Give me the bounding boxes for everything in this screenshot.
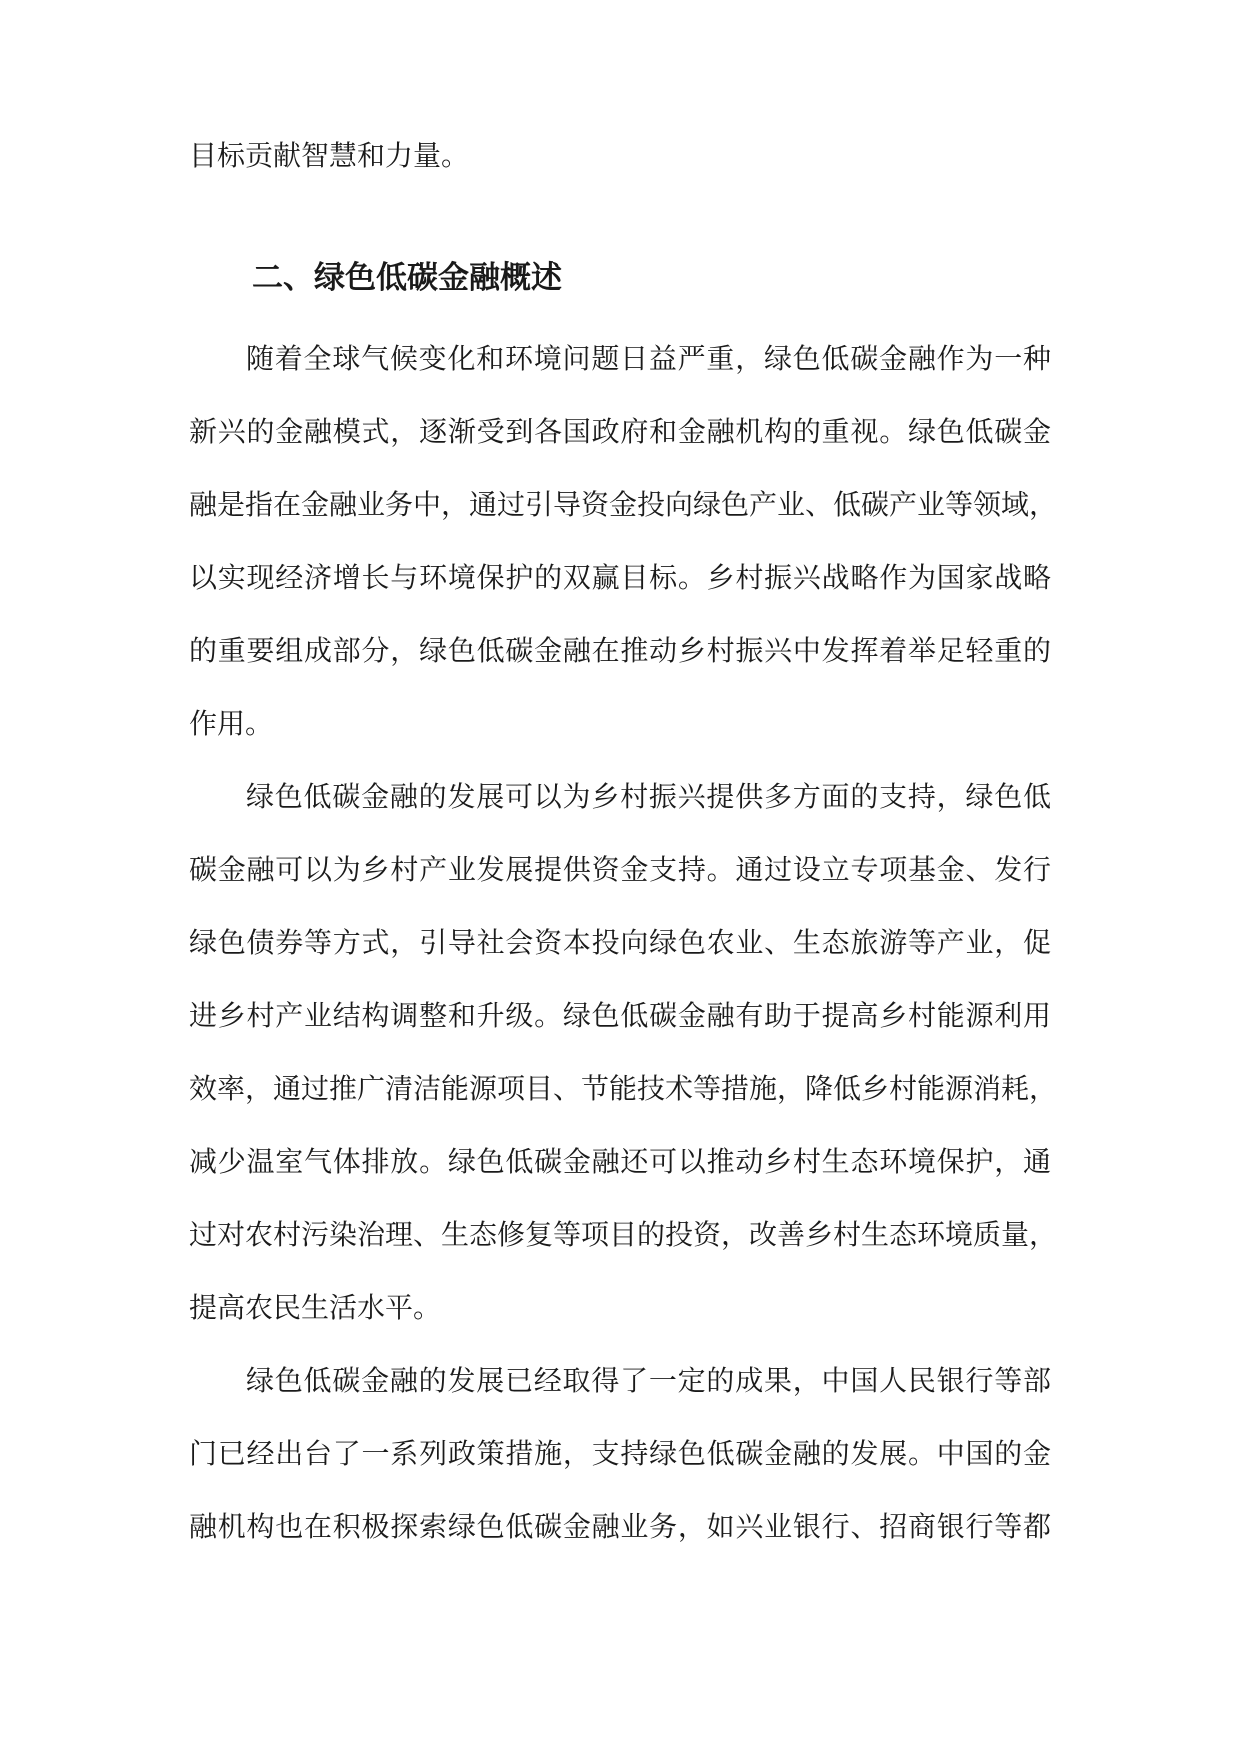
section-heading: 二、绿色低碳金融概述	[252, 260, 562, 296]
paragraph-line: 减少温室气体排放。绿色低碳金融还可以推动乡村生态环境保护，通	[189, 1145, 1051, 1178]
paragraph-line: 提高农民生活水平。	[189, 1291, 442, 1324]
paragraph-line: 融机构也在积极探索绿色低碳金融业务，如兴业银行、招商银行等都	[189, 1510, 1051, 1543]
paragraph-line: 作用。	[189, 707, 274, 740]
continuation-line: 目标贡献智慧和力量。	[189, 139, 470, 172]
paragraph-line: 随着全球气候变化和环境问题日益严重，绿色低碳金融作为一种	[246, 342, 1051, 375]
paragraph-line: 绿色低碳金融的发展可以为乡村振兴提供多方面的支持，绿色低	[246, 780, 1051, 813]
paragraph-line: 进乡村产业结构调整和升级。绿色低碳金融有助于提高乡村能源利用	[189, 999, 1051, 1032]
paragraph-line: 以实现经济增长与环境保护的双赢目标。乡村振兴战略作为国家战略	[189, 561, 1051, 594]
paragraph-line: 碳金融可以为乡村产业发展提供资金支持。通过设立专项基金、发行	[189, 853, 1051, 886]
paragraph-line: 绿色债券等方式，引导社会资本投向绿色农业、生态旅游等产业，促	[189, 926, 1051, 959]
paragraph-line: 门已经出台了一系列政策措施，支持绿色低碳金融的发展。中国的金	[189, 1437, 1051, 1470]
paragraph-line: 融是指在金融业务中，通过引导资金投向绿色产业、低碳产业等领域，	[189, 488, 1058, 521]
paragraph-line: 过对农村污染治理、生态修复等项目的投资，改善乡村生态环境质量，	[189, 1218, 1058, 1251]
paragraph-line: 新兴的金融模式，逐渐受到各国政府和金融机构的重视。绿色低碳金	[189, 415, 1051, 448]
paragraph-line: 绿色低碳金融的发展已经取得了一定的成果，中国人民银行等部	[246, 1364, 1051, 1397]
paragraph-line: 的重要组成部分，绿色低碳金融在推动乡村振兴中发挥着举足轻重的	[189, 634, 1051, 667]
paragraph-line: 效率，通过推广清洁能源项目、节能技术等措施，降低乡村能源消耗，	[189, 1072, 1058, 1105]
